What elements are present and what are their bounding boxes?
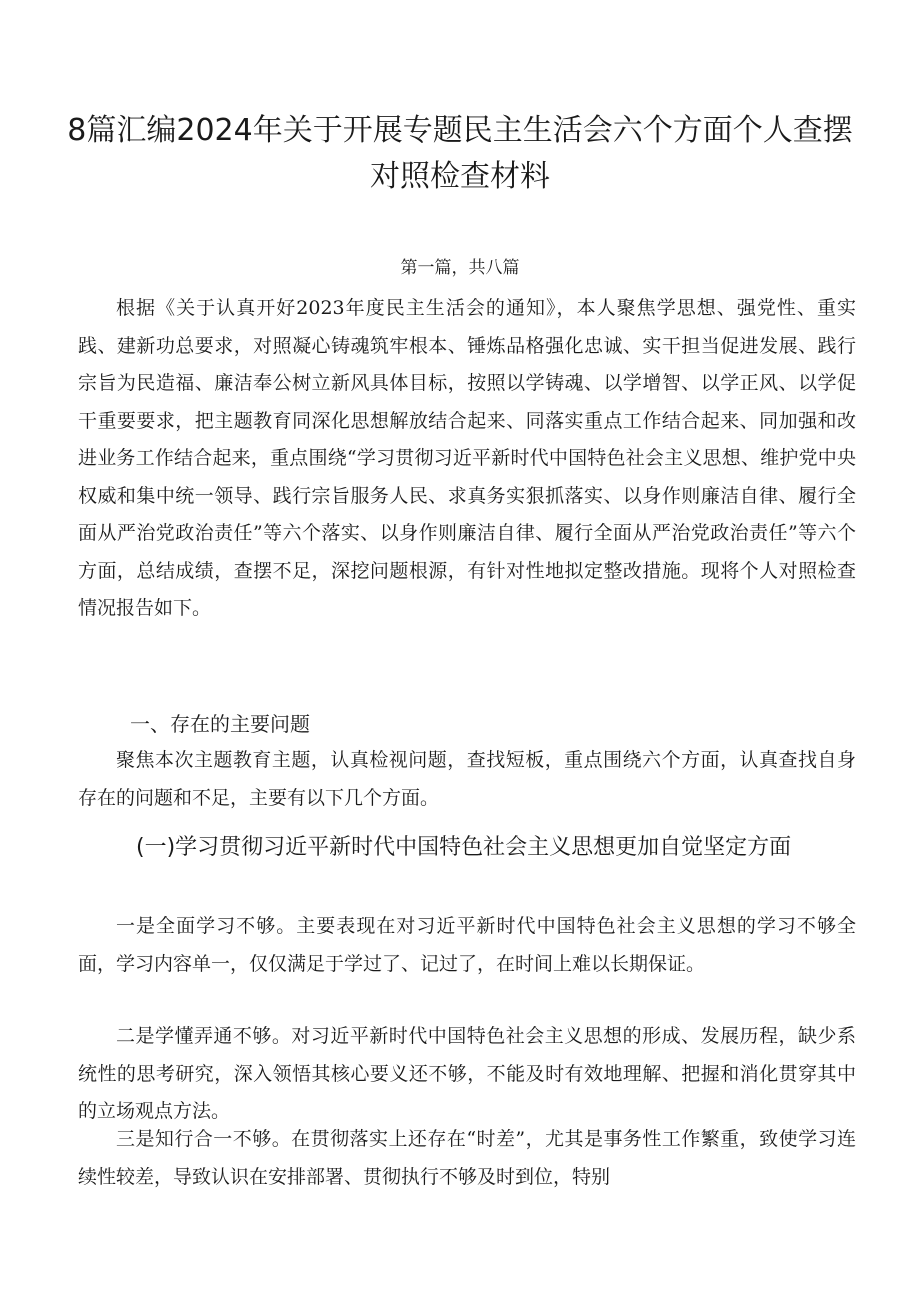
document-subtitle: 第一篇，共八篇	[400, 258, 520, 278]
point-two-paragraph: 二是学懂弄通不够。对习近平新时代中国特色社会主义思想的形成、发展历程，缺少系统性的思考研究，深入领悟其核心要义还不够，不能及时有效地理解、把握和消化贯穿其中的立场观点方法。	[78, 1025, 856, 1122]
document-title: 8篇汇编2024年关于开展专题民主生活会六个方面个人查摆对照检查材料	[67, 113, 853, 194]
section-heading: 一、存在的主要问题	[130, 712, 310, 736]
focus-paragraph: 聚焦本次主题教育主题，认真检视问题，查找短板，重点围绕六个方面，认真查找自身存在的问题和不足，主要有以下几个方面。	[78, 749, 856, 809]
subsection-heading: (一)学习贯彻习近平新时代中国特色社会主义思想更加自觉坚定方面	[136, 835, 792, 860]
point-three-paragraph: 三是知行合一不够。在贯彻落实上还存在“时差”，尤其是事务性工作繁重，致使学习连续性较差，导致认识在安排部署、贯彻执行不够及时到位，特别	[78, 1128, 856, 1188]
point-one-paragraph: 一是全面学习不够。主要表现在对习近平新时代中国特色社会主义思想的学习不够全面，学习内容单一，仅仅满足于学过了、记过了，在时间上难以长期保证。	[78, 915, 856, 975]
intro-paragraph: 根据《关于认真开好2023年度民主生活会的通知》，本人聚焦学思想、强党性、重实践、建新功总要求，对照凝心铸魂筑牢根本、锤炼品格强化忠诚、实干担当促进发展、践行宗旨为民造福、廉洁奉公树立新风具体目标，按照以学铸魂、以学增智、以学正风、以学促干重要要求，把主题教育同深化思想解放结合起来、同落实重点工作结合起来、同加强和改进业务工作结合起来，重点围绕“学习贯彻习近平新时代中国特色社会主义思想、维护党中央权威和集中统一领导、践行宗旨服务人民、求真务实狠抓落实、以身作则廉洁自律、履行全面从严治党政治责任”等六个落实、以身作则廉洁自律、履行全面从严治党政治责任”等六个方面，总结成绩，查摆不足，深挖问题根源，有针对性地拟定整改措施。现将个人对照检查情况报告如下。	[78, 297, 856, 619]
